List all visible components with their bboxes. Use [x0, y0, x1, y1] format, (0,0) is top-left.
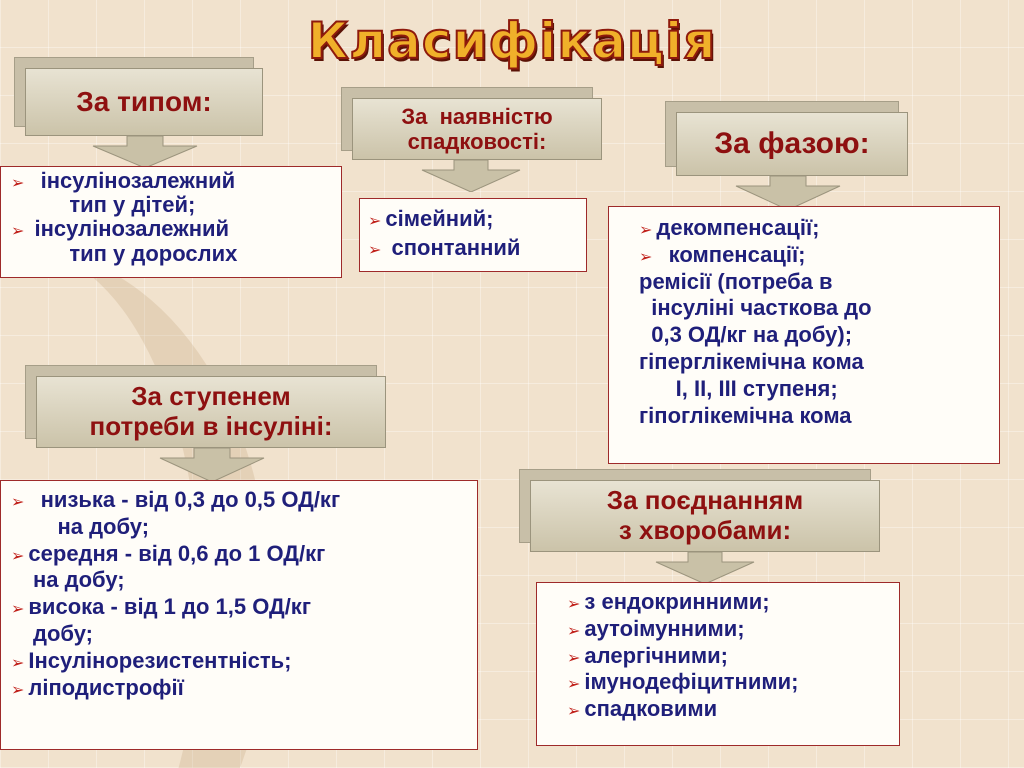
- list-item: на добу;: [33, 513, 150, 539]
- header-by-insulin-need: [36, 376, 386, 448]
- list-item: ➢ імунодефіцитними;: [567, 669, 799, 695]
- list-item: на добу;: [33, 567, 125, 593]
- bullet-triangle-icon: ➢: [11, 681, 25, 699]
- bullet-triangle-icon: ➢: [368, 241, 382, 259]
- list-item: ➢ висока - від 1 до 1,5 ОД/кг: [11, 594, 311, 620]
- list-item: ➢ алергічними;: [567, 642, 728, 668]
- list-item: ➢ середня - від 0,6 до 1 ОД/кг: [11, 540, 326, 566]
- header-by-heredity-label: За наявністю спадковості:: [401, 103, 553, 154]
- down-arrow-icon: [416, 160, 526, 192]
- bullet-triangle-icon: ➢: [368, 213, 382, 230]
- bullet-triangle-icon: ➢: [11, 223, 25, 241]
- bullet-triangle-icon: ➢: [567, 596, 581, 613]
- list-item: гіперглікемічна кома: [639, 349, 864, 375]
- header-by-type-label: За типом:: [76, 85, 212, 117]
- list-by-heredity: [359, 198, 587, 272]
- header-by-diseases-label: За поєднанням з хворобами:: [606, 485, 804, 545]
- list-item: ➢ декомпенсації;: [639, 215, 820, 240]
- list-item: інсуліні часткова до: [639, 295, 872, 321]
- slide-title: Класифікація: [307, 12, 717, 70]
- bullet-triangle-icon: ➢: [567, 622, 581, 640]
- list-item: тип у дітей;: [51, 192, 196, 218]
- list-item: ➢ з ендокринними;: [567, 589, 770, 614]
- list-item: ➢ низька - від 0,3 до 0,5 ОД/кг: [11, 487, 341, 512]
- down-arrow-icon: [650, 552, 760, 584]
- list-item: ➢ ліподистрофії: [11, 674, 184, 700]
- list-item: тип у дорослих: [51, 240, 238, 266]
- list-item: ➢ інсулінозалежний: [11, 168, 236, 193]
- header-by-phase: [676, 112, 908, 176]
- bullet-triangle-icon: ➢: [639, 248, 653, 266]
- list-item: ➢ Інсулінорезистентність;: [11, 647, 292, 673]
- header-by-phase-label: За фазою:: [714, 126, 870, 160]
- list-item: ремісії (потреба в: [639, 268, 833, 294]
- list-by-type: [0, 166, 342, 278]
- header-by-heredity: [352, 98, 602, 160]
- bullet-triangle-icon: ➢: [567, 703, 581, 721]
- down-arrow-icon: [85, 136, 205, 168]
- bullet-triangle-icon: ➢: [11, 175, 25, 192]
- bullet-triangle-icon: ➢: [11, 494, 25, 511]
- list-by-phase: [608, 206, 1000, 464]
- list-item: ➢ компенсації;: [639, 241, 806, 267]
- list-item: ➢ аутоімунними;: [567, 615, 745, 641]
- bullet-triangle-icon: ➢: [11, 601, 25, 619]
- bullet-triangle-icon: ➢: [11, 547, 25, 565]
- list-by-diseases: [536, 582, 900, 746]
- list-item: ➢ інсулінозалежний: [11, 216, 230, 242]
- bullet-triangle-icon: ➢: [639, 222, 653, 239]
- list-item: ➢ спадковими: [567, 696, 718, 722]
- down-arrow-icon: [152, 448, 272, 482]
- list-item: 0,3 ОД/кг на добу);: [639, 322, 853, 348]
- list-item: добу;: [33, 621, 93, 647]
- list-item: гіпоглікемічна кома: [639, 402, 852, 428]
- header-by-diseases: [530, 480, 880, 552]
- list-item: I, II, III ступеня;: [639, 375, 838, 401]
- list-item: ➢ спонтанний: [368, 234, 521, 260]
- bullet-triangle-icon: ➢: [11, 654, 25, 672]
- bullet-triangle-icon: ➢: [567, 676, 581, 694]
- down-arrow-icon: [728, 176, 848, 210]
- bullet-triangle-icon: ➢: [567, 649, 581, 667]
- list-by-insulin-need: [0, 480, 478, 750]
- header-by-insulin-need-label: За ступенем потреби в інсуліні:: [89, 381, 333, 441]
- header-by-type: [25, 68, 263, 136]
- list-item: ➢ сімейний;: [368, 206, 494, 231]
